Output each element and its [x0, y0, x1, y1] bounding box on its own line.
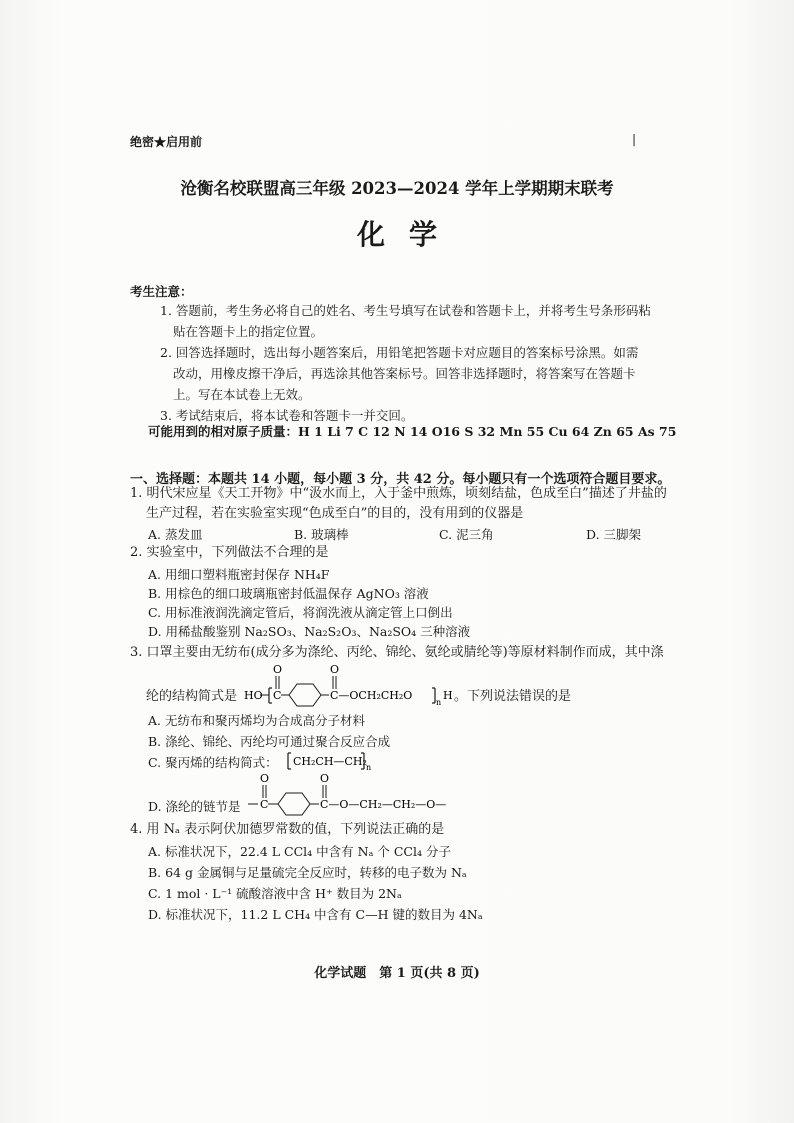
q4-option-a: A. 标准状况下，22.4 L CCl₄ 中含有 Nₐ 个 CCl₄ 分子	[148, 844, 451, 859]
q3-stem: 3. 口罩主要由无纺布(成分多为涤纶、丙纶、锦纶、氨纶或腈纶等)等原材料制作而成，其中涤	[130, 645, 664, 660]
benzene-ring	[289, 684, 321, 706]
section-heading: 一、选择题：本题共 14 小题，每小题 3 分，共 42 分。每小题只有一个选项符合题目要求。	[130, 472, 671, 487]
polyester-structure	[244, 662, 476, 708]
notice-item: 贴在答题卡上的指定位置。	[173, 324, 324, 339]
q3-option-d: D. 涤纶的链节是	[148, 799, 241, 814]
q4-option-d: D. 标准状况下，11.2 L CH₄ 中含有 C—H 键的数目为 4Nₐ	[148, 907, 483, 922]
formula-right: C—OCH₂CH₂O	[330, 689, 413, 702]
q2-option-d: D. 用稀盐酸鉴别 Na₂SO₃、Na₂S₂O₃、Na₂SO₄ 三种溶液	[148, 624, 471, 639]
q4-option-c: C. 1 mol · L⁻¹ 硫酸溶液中含 H⁺ 数目为 2Nₐ	[148, 886, 402, 901]
carbonyl-oxygen: O	[320, 772, 330, 785]
pp-formula: CH₂CH—CH₂	[293, 755, 367, 768]
notice-item: 2. 回答选择题时，选出每小题答案后，用铅笔把答题卡对应题目的答案标号涂黑。如需	[160, 345, 639, 360]
carbonyl-carbon: C	[273, 689, 282, 702]
carbonyl-carbon: C	[260, 798, 269, 811]
q3-stem-prefix: 纶的结构简式是	[146, 689, 238, 704]
q3-stem-suffix: 。下列说法错误的是	[454, 689, 572, 704]
q2-option-b: B. 用棕色的细口玻璃瓶密封低温保存 AgNO₃ 溶液	[148, 586, 429, 601]
carbonyl-oxygen: O	[330, 663, 340, 676]
q2-option-a: A. 用细口塑料瓶密封保存 NH₄F	[148, 567, 330, 582]
formula-end: H	[443, 689, 453, 702]
formula-left: HO	[244, 689, 263, 702]
page-footer: 化学试题 第 1 页(共 8 页)	[314, 966, 480, 981]
exam-title: 沧衡名校联盟高三年级 2023—2024 学年上学期期末联考	[180, 179, 614, 198]
corner-mark: |	[632, 132, 637, 146]
q3-option-b: B. 涤纶、锦纶、丙纶均可通过聚合反应合成	[148, 734, 391, 749]
q1-option-c: C. 泥三角	[439, 527, 494, 542]
q4-option-b: B. 64 g 金属铜与足量硫完全反应时，转移的电子数为 Nₐ	[148, 865, 467, 880]
notice-item: 上。写在本试卷上无效。	[173, 387, 311, 402]
q1-stem: 生产过程，若在实验室实现“色成至白”的目的，没有用到的仪器是	[146, 506, 524, 521]
q1-stem: 1. 明代宋应星《天工开物》中“汲水而上，入于釜中煎炼，顷刻结盐，色成至白”描述了井盐的	[130, 486, 667, 501]
repeat-n: n	[436, 698, 442, 707]
notice-item: 3. 考试结束后，将本试卷和答题卡一并交回。	[160, 408, 414, 423]
carbonyl-oxygen: O	[260, 772, 270, 785]
notice-title: 考生注意：	[130, 284, 193, 299]
atomic-masses: 可能用到的相对原子质量：H 1 Li 7 C 12 N 14 O16 S 32 Mn 55 Cu 64 Zn 65 As 75	[148, 424, 677, 439]
carbonyl-oxygen: O	[273, 663, 283, 676]
q2-option-c: C. 用标准液润洗滴定管后，将润洗液从滴定管上口倒出	[148, 605, 453, 620]
subject-title: 化学	[356, 218, 461, 251]
polyester-repeat-unit	[248, 771, 468, 817]
q4-stem: 4. 用 Nₐ 表示阿伏加德罗常数的值，下列说法正确的是	[130, 822, 445, 837]
notice-item: 1. 答题前，考生务必将自己的姓名、考生号填写在试卷和答题卡上，并将考生号条形码粘	[160, 303, 651, 318]
q3-option-c: C. 聚丙烯的结构简式：	[148, 755, 278, 770]
unit-right: C—O—CH₂—CH₂—O—	[320, 798, 447, 811]
q2-stem: 2. 实验室中，下列做法不合理的是	[130, 545, 329, 560]
polypropylene-structure	[286, 750, 376, 772]
pp-repeat-n: n	[366, 763, 372, 772]
q1-option-b: B. 玻璃棒	[294, 527, 349, 542]
q1-option-a: A. 蒸发皿	[148, 527, 203, 542]
notice-item: 改动，用橡皮擦干净后，再选涂其他答案标号。回答非选择题时，将答案写在答题卡	[173, 366, 636, 381]
confidential-label: 绝密★启用前	[130, 135, 203, 149]
q1-option-d: D. 三脚架	[586, 527, 642, 542]
benzene-ring	[278, 793, 310, 815]
q3-option-a: A. 无纺布和聚丙烯均为合成高分子材料	[148, 713, 365, 728]
